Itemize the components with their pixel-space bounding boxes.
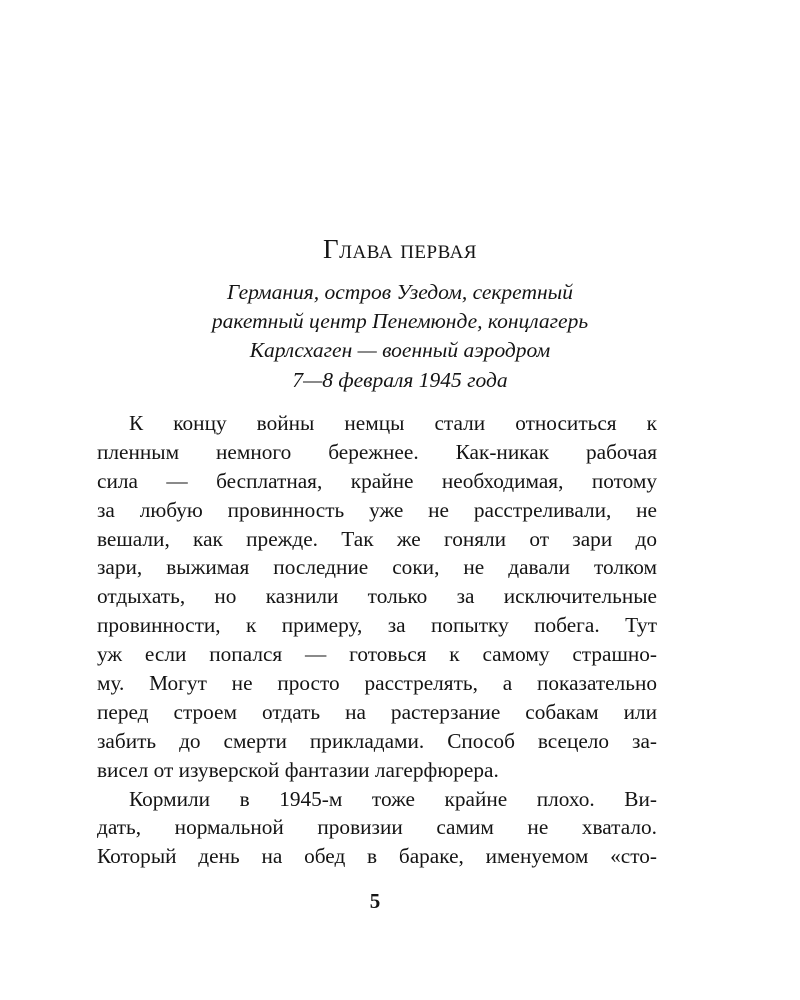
subtitle-line: Германия, остров Узедом, секретный: [227, 280, 573, 304]
chapter-date: 7—8 февраля 1945 года: [292, 368, 508, 392]
text-line: забить до смерти прикладами. Способ всецело за-: [97, 728, 657, 753]
text-line: К концу войны немцы стали относиться к: [129, 411, 657, 435]
text-line: Который день на обед в бараке, именуемом «сто-: [97, 844, 657, 869]
text-line: сила — бесплатная, крайне необходимая, потому: [97, 468, 657, 493]
text-line: за любую провинность уже не расстреливали, не: [97, 497, 657, 522]
text-line: провинности, к примеру, за попытку побега. Тут: [97, 613, 657, 638]
text-line: уж если попался — готовься к самому страшно-: [97, 642, 657, 667]
text-line: му. Могут не просто расстрелять, а показательно: [97, 671, 657, 696]
text-line: отдыхать, но казнили только за исключительные: [97, 584, 657, 609]
subtitle-line: ракетный центр Пенемюнде, концлагерь: [211, 309, 589, 333]
text-line: пленным немного бережнее. Как-никак рабочая: [97, 439, 657, 464]
text-line: висел от изуверской фантазии лагерфюрера.: [97, 757, 499, 782]
body-text: [97, 409, 657, 871]
text-line: вешали, как прежде. Так же гоняли от зари до: [97, 526, 657, 551]
text-line: перед строем отдать на растерзание собакам или: [97, 699, 657, 724]
chapter-subtitle: [100, 278, 700, 365]
text-line: Кормили в 1945-м тоже крайне плохо. Ви-: [129, 786, 657, 811]
chapter-title: Глава первая: [323, 234, 477, 264]
page-number: 5: [369, 889, 381, 913]
text-line: дать, нормальной провизии самим не хватало.: [97, 815, 657, 840]
subtitle-line: Карлсхаген — военный аэродром: [249, 338, 551, 362]
text-line: зари, выжимая последние соки, не давали толком: [97, 555, 657, 580]
